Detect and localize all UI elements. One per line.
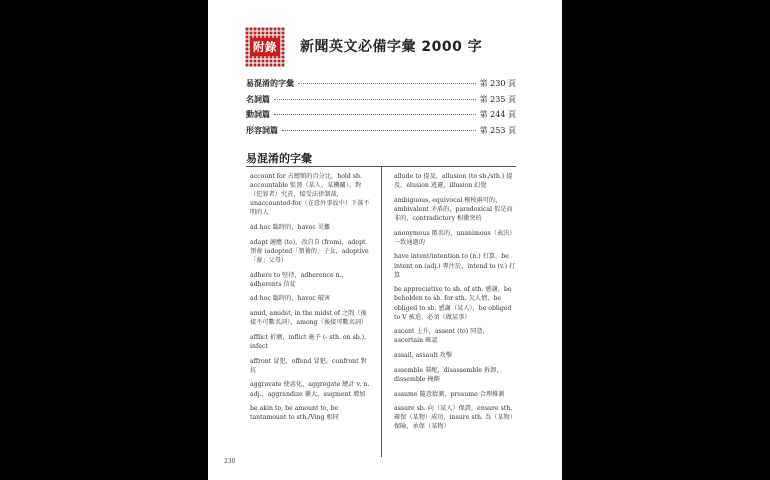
vocabulary-entry: assure sb. 向（某人）保證，ensure sth. 確保（某物）成功，insure sth. 為（某物）保險，承保（某物） [394, 405, 516, 431]
toc-leader-dots [274, 114, 476, 115]
appendix-badge-label: 附錄 [250, 38, 280, 56]
vocabulary-entry: assemble 裝配，disassemble 拆卸，dissemble 掩飾 [394, 366, 503, 383]
section-heading: 易混淆的字彙 [246, 152, 312, 165]
vocabulary-entry: ascent 上升，assent (to) 同意，ascertain 確認 [394, 328, 489, 345]
toc-leader-dots [298, 83, 476, 84]
vocabulary-entry: ad hoc 臨時的，havoc 災難 [250, 224, 331, 232]
toc-label: 形容詞篇 [246, 124, 278, 135]
vocabulary-entry: affront 冒犯，offend 冒犯，confront 對抗 [250, 357, 367, 374]
vocabulary-entry: be appreciative to sb. of sth. 感謝，be beholden to sb. for sth. 欠人情，be obliged to sb. 感謝（某人），be obliged to V 被迫、必須（做某事） [394, 286, 512, 321]
vocabulary-entry: account for 占總額的百分比，hold sb. accountable 監督（某人、某機關）、對（犯罪者）究責，接受法律制裁，unaccounted-for（在意外事故中）下落不明的人 [250, 173, 370, 217]
vocabulary-entry: amid, amidst, in the midst of 之間（後接不可數名詞），among（後接可數名詞） [250, 310, 368, 327]
toc-row[interactable] [246, 123, 516, 139]
toc-page: 第 253 頁 [479, 125, 516, 135]
vocabulary-entry: assume 隨意猜測，presume 合理推測 [394, 390, 505, 398]
vocabulary-entry: anonymous 匿名的，unanimous（表決）一致通過的 [394, 229, 516, 246]
vocabulary-entry: adapt 適應 (to)，改自自 (from)，adopt 領養 (adopted「領養的」子女，adoptive「養」父母） [250, 238, 369, 264]
table-of-contents [246, 76, 516, 138]
toc-page: 第 244 頁 [479, 110, 516, 119]
vocabulary-entry: assail, assault 攻擊 [394, 352, 453, 360]
vocabulary-entry: aggravate 使惡化，aggregate 總計 v. n. adj.，aggrandize 擴大，augment 增加 [250, 381, 370, 398]
toc-label: 動詞篇 [246, 109, 270, 119]
vocabulary-entry: be akin to, be amount to, be tantamount to sth./Ving 相同 [250, 405, 339, 422]
toc-row[interactable] [246, 107, 516, 123]
left-column [250, 172, 372, 428]
toc-page: 第 230 頁 [479, 79, 516, 88]
page-number: 230 [224, 458, 236, 465]
vocabulary-entry: ad hoc 臨時的，havoc 破害 [250, 295, 331, 303]
toc-label: 易混淆的字彙 [246, 78, 294, 88]
toc-leader-dots [282, 130, 476, 131]
toc-page: 第 235 頁 [479, 94, 516, 104]
vocabulary-entry: afflict 折磨，inflict 施予 (- sth. on sb.)，infect [250, 333, 371, 350]
vocabulary-entry: adhere to 堅持，adherence n.，adherents 信徒 [250, 271, 348, 288]
appendix-badge [245, 27, 285, 67]
vocabulary-entries [246, 166, 516, 459]
vocabulary-entry: ambiguous, equivocal 模稜兩可的，ambivalent 矛盾的，paradoxical 似是而非的，contradictory 相衝突的 [394, 196, 513, 222]
vocabulary-entry: have intent/intention to (n.) 打算，be intent on (adj.) 專注於，intend to (v.) 打算 [394, 253, 516, 279]
toc-row[interactable] [246, 92, 516, 108]
toc-leader-dots [274, 99, 476, 100]
page-title: 新聞英文必備字彙 2000 字 [300, 39, 483, 55]
toc-row[interactable] [246, 76, 516, 92]
toc-label: 名詞篇 [246, 93, 270, 104]
column-divider [381, 167, 382, 457]
vocabulary-entry: allude to 提及，allusion (to sb./sth.) 提及，elusion 逃避，illusion 幻覺 [394, 173, 513, 190]
book-page [208, 0, 562, 480]
right-column [394, 172, 516, 437]
